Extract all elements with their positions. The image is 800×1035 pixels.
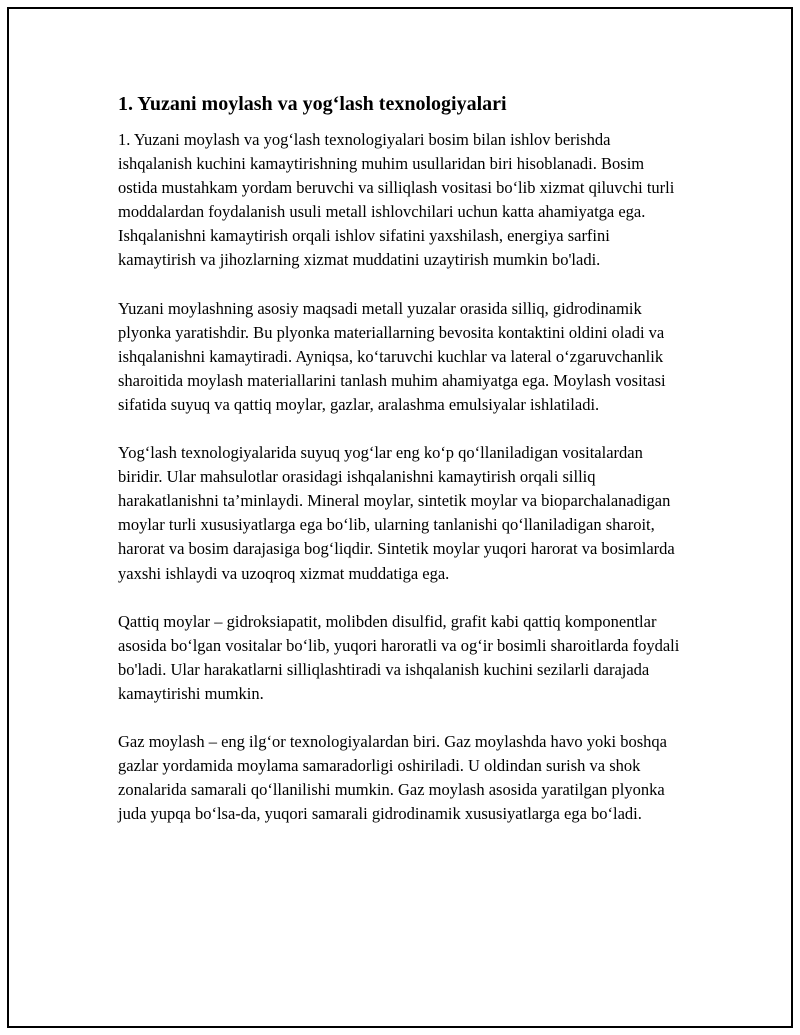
paragraph-surface-lubrication: Yuzani moylashning asosiy maqsadi metall yuzalar orasida silliq, gidrodinamik plyonka yaratishdir. Bu plyonka materiallarning bevosita kontaktini oldini oladi va ishqalanishni kamaytiradi. Ayniqsa, ko‘taruvchi kuchlar va lateral o‘zgaruvchanlik sharoitida moylash materiallarini tanlash muhim ahamiyatga ega. Moylash vositasi sifatida suyuq va qattiq moylar, gazlar, aralashma emulsiyalar ishlatiladi.	[118, 298, 666, 414]
paragraph-intro: 1. Yuzani moylash va yog‘lash texnologiyalari bosim bilan ishlov berishda ishqalanish kuchini kamaytirishning muhim usullaridan biri hisoblanadi. Bosim ostida mustahkam yordam beruvchi va silliqlash vositasi bo‘lib xizmat qiluvchi turli moddalardan foydalanish usuli metall ishlovchilari uchun katta ahamiyatga ega. Ishqalanishni kamaytirish orqali ishlov sifatini yaxshilash, energiya sarfini kamaytirish va jihozlarning xizmat muddatini uzaytirish mumkin bo'ladi.	[118, 130, 675, 270]
paragraph-solid-lubricants: Qattiq moylar – gidroksiapatit, molibden disulfid, grafit kabi qattiq komponentlar asosida bo‘lgan vositalar bo‘lib, yuqori haroratli va og‘ir bosimli sharoitlarda foydali bo'ladi. Ular harakatlarni silliqlashtiradi va ishqalanish kuchini sezilarli darajada kamaytirishi mumkin.	[118, 611, 680, 703]
paragraph-gas-lubrication: Gaz moylash – eng ilg‘or texnologiyalardan biri. Gaz moylashda havo yoki boshqa gazlar yordamida moylama samaradorligi oshiriladi. U oldindan surish va shok zonalarida samarali qo‘llanilishi mumkin. Gaz moylash asosida yaratilgan plyonka juda yupqa bo‘lsa-da, yuqori samarali gidrodinamik xususiyatlarga ega bo‘ladi.	[118, 731, 667, 824]
document-body	[118, 92, 684, 850]
paragraph-liquid-oils: Yog‘lash texnologiyalarida suyuq yog‘lar eng ko‘p qo‘llaniladigan vositalardan biridir. Ular mahsulotlar orasidagi ishqalanishni kamaytirish orqali silliq harakatlanishni ta’minlaydi. Mineral moylar, sintetik moylar va bioparchalanadigan moylar turli xususiyatlarga ega bo‘lib, ularning tanlanishi qo‘llaniladigan sharoit, harorat va bosim darajasiga bog‘liqdir. Sintetik moylar yuqori harorat va bosimlarda yaxshi ishlaydi va uzoqroq xizmat muddatiga ega.	[118, 443, 675, 583]
section-heading: 1. Yuzani moylash va yog‘lash texnologiyalari	[118, 93, 507, 115]
